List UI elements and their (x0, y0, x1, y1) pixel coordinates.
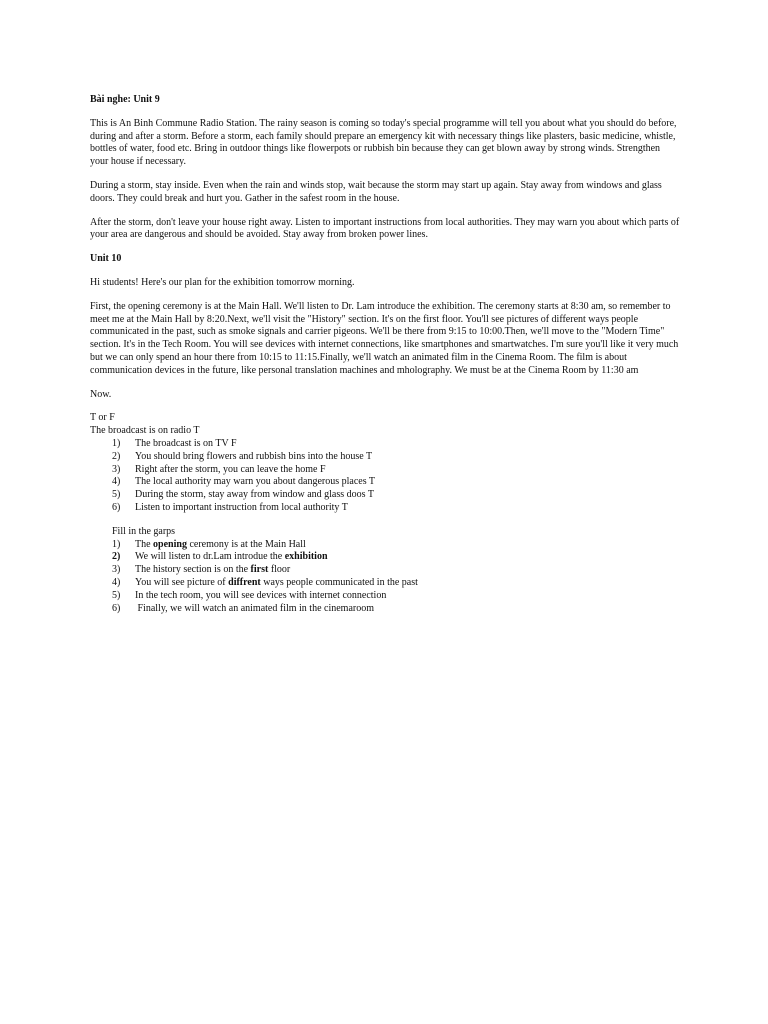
item-number: 6) (112, 501, 121, 513)
true-false-list (112, 438, 680, 515)
list-item (112, 590, 680, 603)
item-text: You will see picture of diffrent ways people communicated in the past (135, 576, 418, 588)
list-item (112, 564, 680, 577)
unit10-paragraph-3: Now. (90, 388, 112, 400)
list-item (112, 502, 680, 515)
item-number: 4) (112, 476, 121, 488)
item-text: We will listen to dr.Lam introdue the exhibition (135, 551, 328, 563)
fill-gaps-title: Fill in the garps (112, 525, 176, 537)
unit9-paragraph-2: During a storm, stay inside. Even when the rain and winds stop, wait because the storm may start up again. Stay away from windows and glass doors. They could break and hurt you. Gather in the safest room in the house. (90, 179, 662, 204)
item-number: 5) (112, 489, 121, 501)
true-false-title: T or F (90, 412, 115, 424)
unit10-paragraph-2: First, the opening ceremony is at the Main Hall. We'll listen to Dr. Lam introduce the exhibition. The ceremony starts at 8:30 am, so remember to meet me at the Main Hall by 8:20.Next, we'll visit the "History" section. It's on the first floor. You'll see pictures of different ways people communicated in the past, such as smoke signals and carrier pigeons. We'll be there from 9:15 to 10:00.Then, we'll move to the "Modern Time" section. It's in the Tech Room. You will see devices with internet connections, like smartphones and smartwatches. I'm sure you'll like it very much but we can only spend an hour there from 10:15 to 11:15.Finally, we'll watch an animated film in the Cinema Room. The film is about communication devices in the future, like personal translation machines and mholography. We must be at the Cinema Room by 11:30 am (90, 300, 679, 376)
list-item (112, 551, 680, 564)
list-item (112, 539, 680, 552)
item-text: Listen to important instruction from local authority T (135, 501, 348, 513)
item-text: You should bring flowers and rubbish bins into the house T (135, 450, 373, 462)
answer-word: opening (153, 538, 187, 550)
answer-word: first (250, 564, 269, 576)
fill-gaps-list (112, 539, 680, 616)
item-number: 3) (112, 463, 121, 475)
answer-word: diffrent (228, 576, 261, 588)
item-text: The history section is on the first floor (135, 564, 291, 576)
item-number: 2) (112, 450, 121, 462)
list-item (112, 464, 680, 477)
document-page (90, 94, 680, 615)
unit9-paragraph-1: This is An Binh Commune Radio Station. The rainy season is coming so today's special programme will tell you about what you should do before, during and after a storm. Before a storm, each family should prepare an emergency kit with necessary things like plasters, basic medicine, whistle, bottles of water, food etc. Bring in outdoor things like flowerpots or rubbish bin because they can get blown away by strong winds. Strengthen your house if necessary. (90, 117, 677, 168)
item-text: Finally, we will watch an animated film in the cinemaroom (135, 602, 375, 614)
list-item (112, 489, 680, 502)
item-number: 5) (112, 589, 121, 601)
unit10-paragraph-1: Hi students! Here's our plan for the exhibition tomorrow morning. (90, 276, 355, 288)
item-text: The opening ceremony is at the Main Hall (135, 538, 306, 550)
item-number: 1) (112, 437, 121, 449)
unit10-heading: Unit 10 (90, 253, 122, 265)
item-text: The local authority may warn you about dangerous places T (135, 476, 376, 488)
unit9-heading: Bài nghe: Unit 9 (90, 94, 160, 105)
answer-word: exhibition (284, 551, 328, 563)
item-number: 4) (112, 576, 121, 588)
item-number: 1) (112, 538, 121, 550)
list-item (112, 476, 680, 489)
item-text: Right after the storm, you can leave the home F (135, 463, 326, 475)
item-text: In the tech room, you will see devices with internet connection (135, 589, 387, 601)
list-item (112, 603, 680, 616)
item-number: 3) (112, 564, 121, 576)
item-number: 6) (112, 602, 121, 614)
item-number: 2) (112, 551, 121, 563)
item-text: During the storm, stay away from window and glass doos T (135, 489, 374, 501)
list-item (112, 451, 680, 464)
item-text: The broadcast is on TV F (135, 437, 237, 449)
unit9-paragraph-3: After the storm, don't leave your house right away. Listen to important instructions from local authorities. They may warn you about which parts of your area are dangerous and should be avoided. Stay away from broken power lines. (90, 216, 680, 241)
list-item (112, 438, 680, 451)
true-false-example: The broadcast is on radio T (90, 425, 200, 437)
list-item (112, 577, 680, 590)
